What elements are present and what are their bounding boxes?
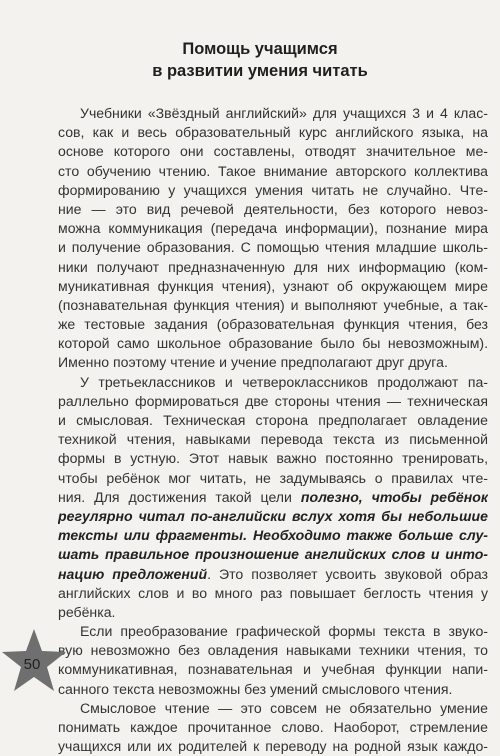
text-segment: формированию у учащихся умения читать не случайно. Чте- — [58, 181, 488, 198]
text-line — [58, 507, 488, 526]
title-line-1: Помощь учащимся — [182, 40, 338, 58]
text-segment: ники получают предназначенную для них информацию (ком- — [58, 258, 488, 275]
text-segment: (познавательная функция чтения) и выполняют учебные, а так- — [58, 296, 488, 313]
text-segment: коммуникативная, познавательная и учебная функции напи- — [58, 661, 488, 678]
text-segment: ребёнка. — [58, 603, 116, 620]
text-segment: вую невозможно без овладения навыками техники чтения, то — [58, 642, 488, 659]
text-line — [58, 238, 488, 257]
text-segment: учащихся или их родителей к переводу на родной язык каждо- — [58, 738, 488, 755]
text-line — [58, 258, 488, 277]
text-line — [58, 392, 488, 411]
text-segment: ния. Для достижения такой цели — [58, 488, 301, 505]
text-segment: формы в устную. Этот навык важно постоянно тренировать, — [58, 450, 488, 467]
text-line — [58, 603, 488, 622]
text-line — [58, 162, 488, 181]
text-line — [58, 641, 488, 660]
emphasized-text: полезно, чтобы ребёнок — [300, 488, 488, 505]
text-line — [58, 142, 488, 161]
emphasized-text: тексты или фрагменты. Необходимо также больше слу- — [58, 527, 488, 544]
text-line — [58, 181, 488, 200]
text-line — [58, 660, 488, 679]
text-segment: техникой чтения, навыками перевода текста из письменной — [58, 431, 488, 448]
text-line — [58, 411, 488, 430]
text-line — [58, 526, 488, 545]
text-line — [58, 430, 488, 449]
text-line — [58, 449, 488, 468]
text-line — [58, 104, 488, 123]
text-segment: Смысловое чтение — это совсем не обязательно умение — [80, 699, 488, 716]
text-line — [58, 545, 488, 564]
text-line — [58, 219, 488, 238]
text-segment: понимать каждое прочитанное слово. Наоборот, стремление — [58, 719, 488, 735]
text-line — [58, 565, 488, 584]
text-line — [58, 680, 488, 699]
text-line — [58, 200, 488, 219]
text-line — [58, 315, 488, 334]
text-line — [58, 469, 488, 488]
page-number: 50 — [23, 656, 41, 673]
page-title — [60, 38, 460, 82]
text-line — [58, 296, 488, 315]
emphasized-text: шать правильное произношение английских слов и инто- — [58, 546, 488, 563]
text-segment: можна коммуникация (передача информации), познание мира — [58, 220, 488, 237]
text-segment: ние — это вид речевой деятельности, без которого невоз- — [58, 200, 488, 217]
text-line — [58, 334, 488, 353]
text-segment: же тестовые задания (образовательная функция чтения, без — [58, 316, 488, 333]
text-segment: сов, как и весь образовательный курс английского языка, на — [58, 124, 488, 141]
text-segment: муникативная функция чтения), узнают об окружающем мире — [58, 277, 488, 294]
text-segment: основе которого они составлены, отводят значительное ме- — [58, 143, 488, 160]
text-segment: и получение образования. С помощью чтения младшие школь- — [58, 239, 488, 256]
text-line — [58, 488, 488, 507]
text-segment: Учебники «Звёздный английский» для учащихся 3 и 4 клас- — [80, 105, 488, 121]
text-segment: Именно поэтому чтение и учение предполагают друг друга. — [58, 354, 448, 371]
text-line — [58, 123, 488, 142]
text-line — [58, 353, 488, 372]
text-line — [58, 277, 488, 296]
text-segment: которой само школьное образование было бы невозможным). — [58, 335, 488, 352]
text-segment: и смысловая. Техническая сторона предполагает овладение — [58, 412, 488, 428]
text-segment: Если преобразование графической формы текста в звуко- — [80, 623, 488, 640]
text-line — [58, 699, 488, 718]
text-segment: раллельно формироваться две стороны чтения — техническая — [58, 392, 488, 409]
text-line — [58, 373, 488, 392]
text-line — [58, 718, 488, 737]
body-text — [58, 104, 488, 756]
text-segment: У третьеклассников и четвероклассников продолжают па- — [80, 373, 488, 390]
emphasized-text: нацию предложений — [58, 565, 208, 582]
text-segment: английских слов и во много раз повышает беглость чтения у — [58, 584, 488, 601]
text-line — [58, 584, 488, 603]
title-line-2: в развитии умения читать — [152, 62, 368, 80]
text-segment: чтобы ребёнок мог читать, не задумываясь о правилах чте- — [58, 469, 488, 486]
emphasized-text: регулярно читал по-английски вслух хотя бы небольшие — [58, 507, 488, 524]
text-segment: . Это позволяет усвоить звуковой образ — [207, 565, 488, 582]
text-segment: сто обучению чтению. Такое внимание авторского коллектива — [58, 162, 488, 179]
text-line — [58, 737, 488, 756]
text-line — [58, 622, 488, 641]
text-segment: санного текста невозможны без умений смыслового чтения. — [58, 680, 453, 697]
